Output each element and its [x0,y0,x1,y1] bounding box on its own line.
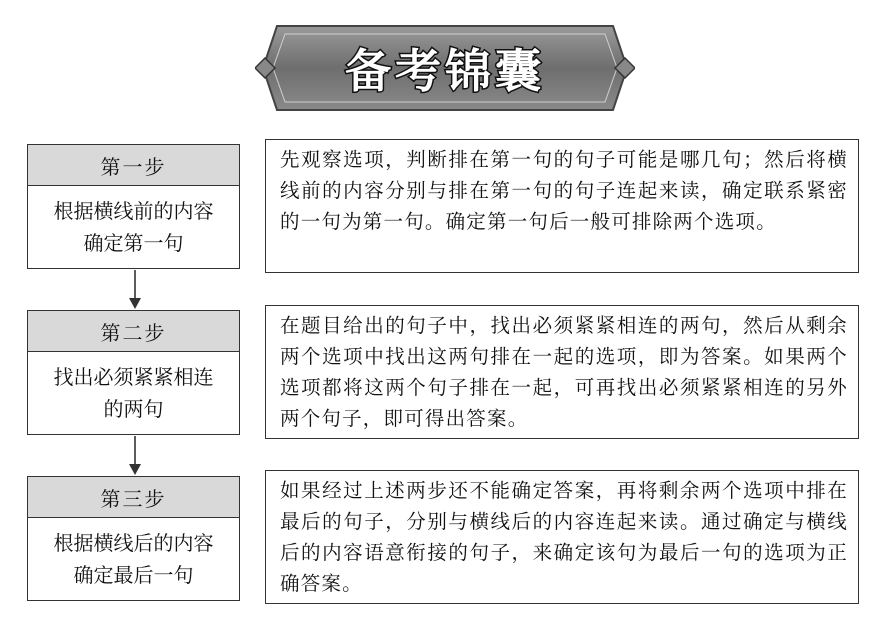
step-3-label: 第三步 [28,477,239,518]
step-2-description: 在题目给出的句子中，找出必须紧紧相连的两句，然后从剩余两个选项中找出这两句排在一起的选项，即为答案。如果两个选项都将这两个句子排在一起，可再找出必须紧紧相连的另外两个句子，即可得出答案。 [265,305,859,439]
step-1-label: 第一步 [28,145,239,186]
step-2-box [27,310,240,435]
step-3-description: 如果经过上述两步还不能确定答案，再将剩余两个选项中排在最后的句子，分别与横线后的内容连起来读。通过确定与横线后的内容语意衔接的句子，来确定该句为最后一句的选项为正确答案。 [265,470,859,604]
step-1-box [27,144,240,269]
step-3-box [27,476,240,601]
step-3-subtitle: 根据横线后的内容确定最后一句 [53,531,214,587]
step-2-label: 第二步 [28,311,239,352]
arrow-down-icon [125,436,145,476]
step-2-subtitle: 找出必须紧紧相连的两句 [53,365,214,421]
arrow-down-icon [125,270,145,310]
page-title: 备考锦囊 [345,44,545,98]
step-1-description: 先观察选项，判断排在第一句的句子可能是哪几句；然后将横线前的内容分别与排在第一句的句子连起来读，确定联系紧密的一句为第一句。确定第一句后一般可排除两个选项。 [265,139,859,273]
step-1-subtitle: 根据横线前的内容确定第一句 [53,199,214,255]
title-banner [255,22,635,114]
